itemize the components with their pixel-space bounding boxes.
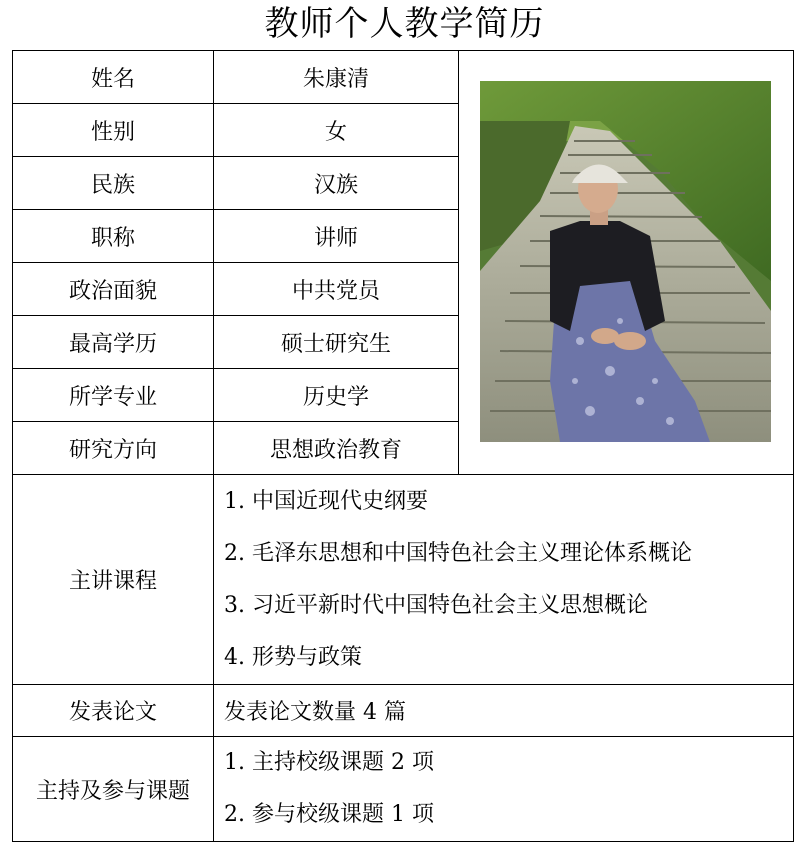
info-value: 女 (214, 104, 459, 157)
info-value: 中共党员 (214, 263, 459, 316)
info-value: 汉族 (214, 157, 459, 210)
resume-table (12, 50, 794, 842)
info-label: 所学专业 (13, 369, 214, 422)
projects-label: 主持及参与课题 (13, 737, 214, 842)
courses-list (214, 475, 794, 685)
project-item: 1. 主持校级课题 2 项 (224, 750, 434, 775)
info-label: 姓名 (13, 51, 214, 104)
info-label: 职称 (13, 210, 214, 263)
info-label: 性别 (13, 104, 214, 157)
courses-label: 主讲课程 (13, 475, 214, 685)
projects-row (13, 737, 794, 842)
papers-value: 发表论文数量 4 篇 (214, 685, 794, 737)
page-title: 教师个人教学简历 (264, 4, 545, 44)
course-item: 4. 形势与政策 (224, 644, 362, 670)
projects-list (214, 737, 794, 842)
info-value: 历史学 (214, 369, 459, 422)
course-item: 1. 中国近现代史纲要 (224, 488, 428, 514)
photo-cell (459, 51, 794, 475)
info-value: 朱康清 (214, 51, 459, 104)
info-label: 最高学历 (13, 316, 214, 369)
papers-label: 发表论文 (13, 685, 214, 737)
info-value: 思想政治教育 (214, 422, 459, 475)
info-row-name (13, 51, 794, 104)
info-label: 政治面貌 (13, 263, 214, 316)
info-value: 硕士研究生 (214, 316, 459, 369)
course-item: 3. 习近平新时代中国特色社会主义思想概论 (224, 592, 648, 618)
project-item: 2. 参与校级课题 1 项 (224, 802, 434, 827)
papers-row (13, 685, 794, 737)
info-label: 研究方向 (13, 422, 214, 475)
courses-row (13, 475, 794, 685)
info-value: 讲师 (214, 210, 459, 263)
teacher-photo (480, 81, 771, 442)
course-item: 2. 毛泽东思想和中国特色社会主义理论体系概论 (224, 540, 692, 566)
info-label: 民族 (13, 157, 214, 210)
